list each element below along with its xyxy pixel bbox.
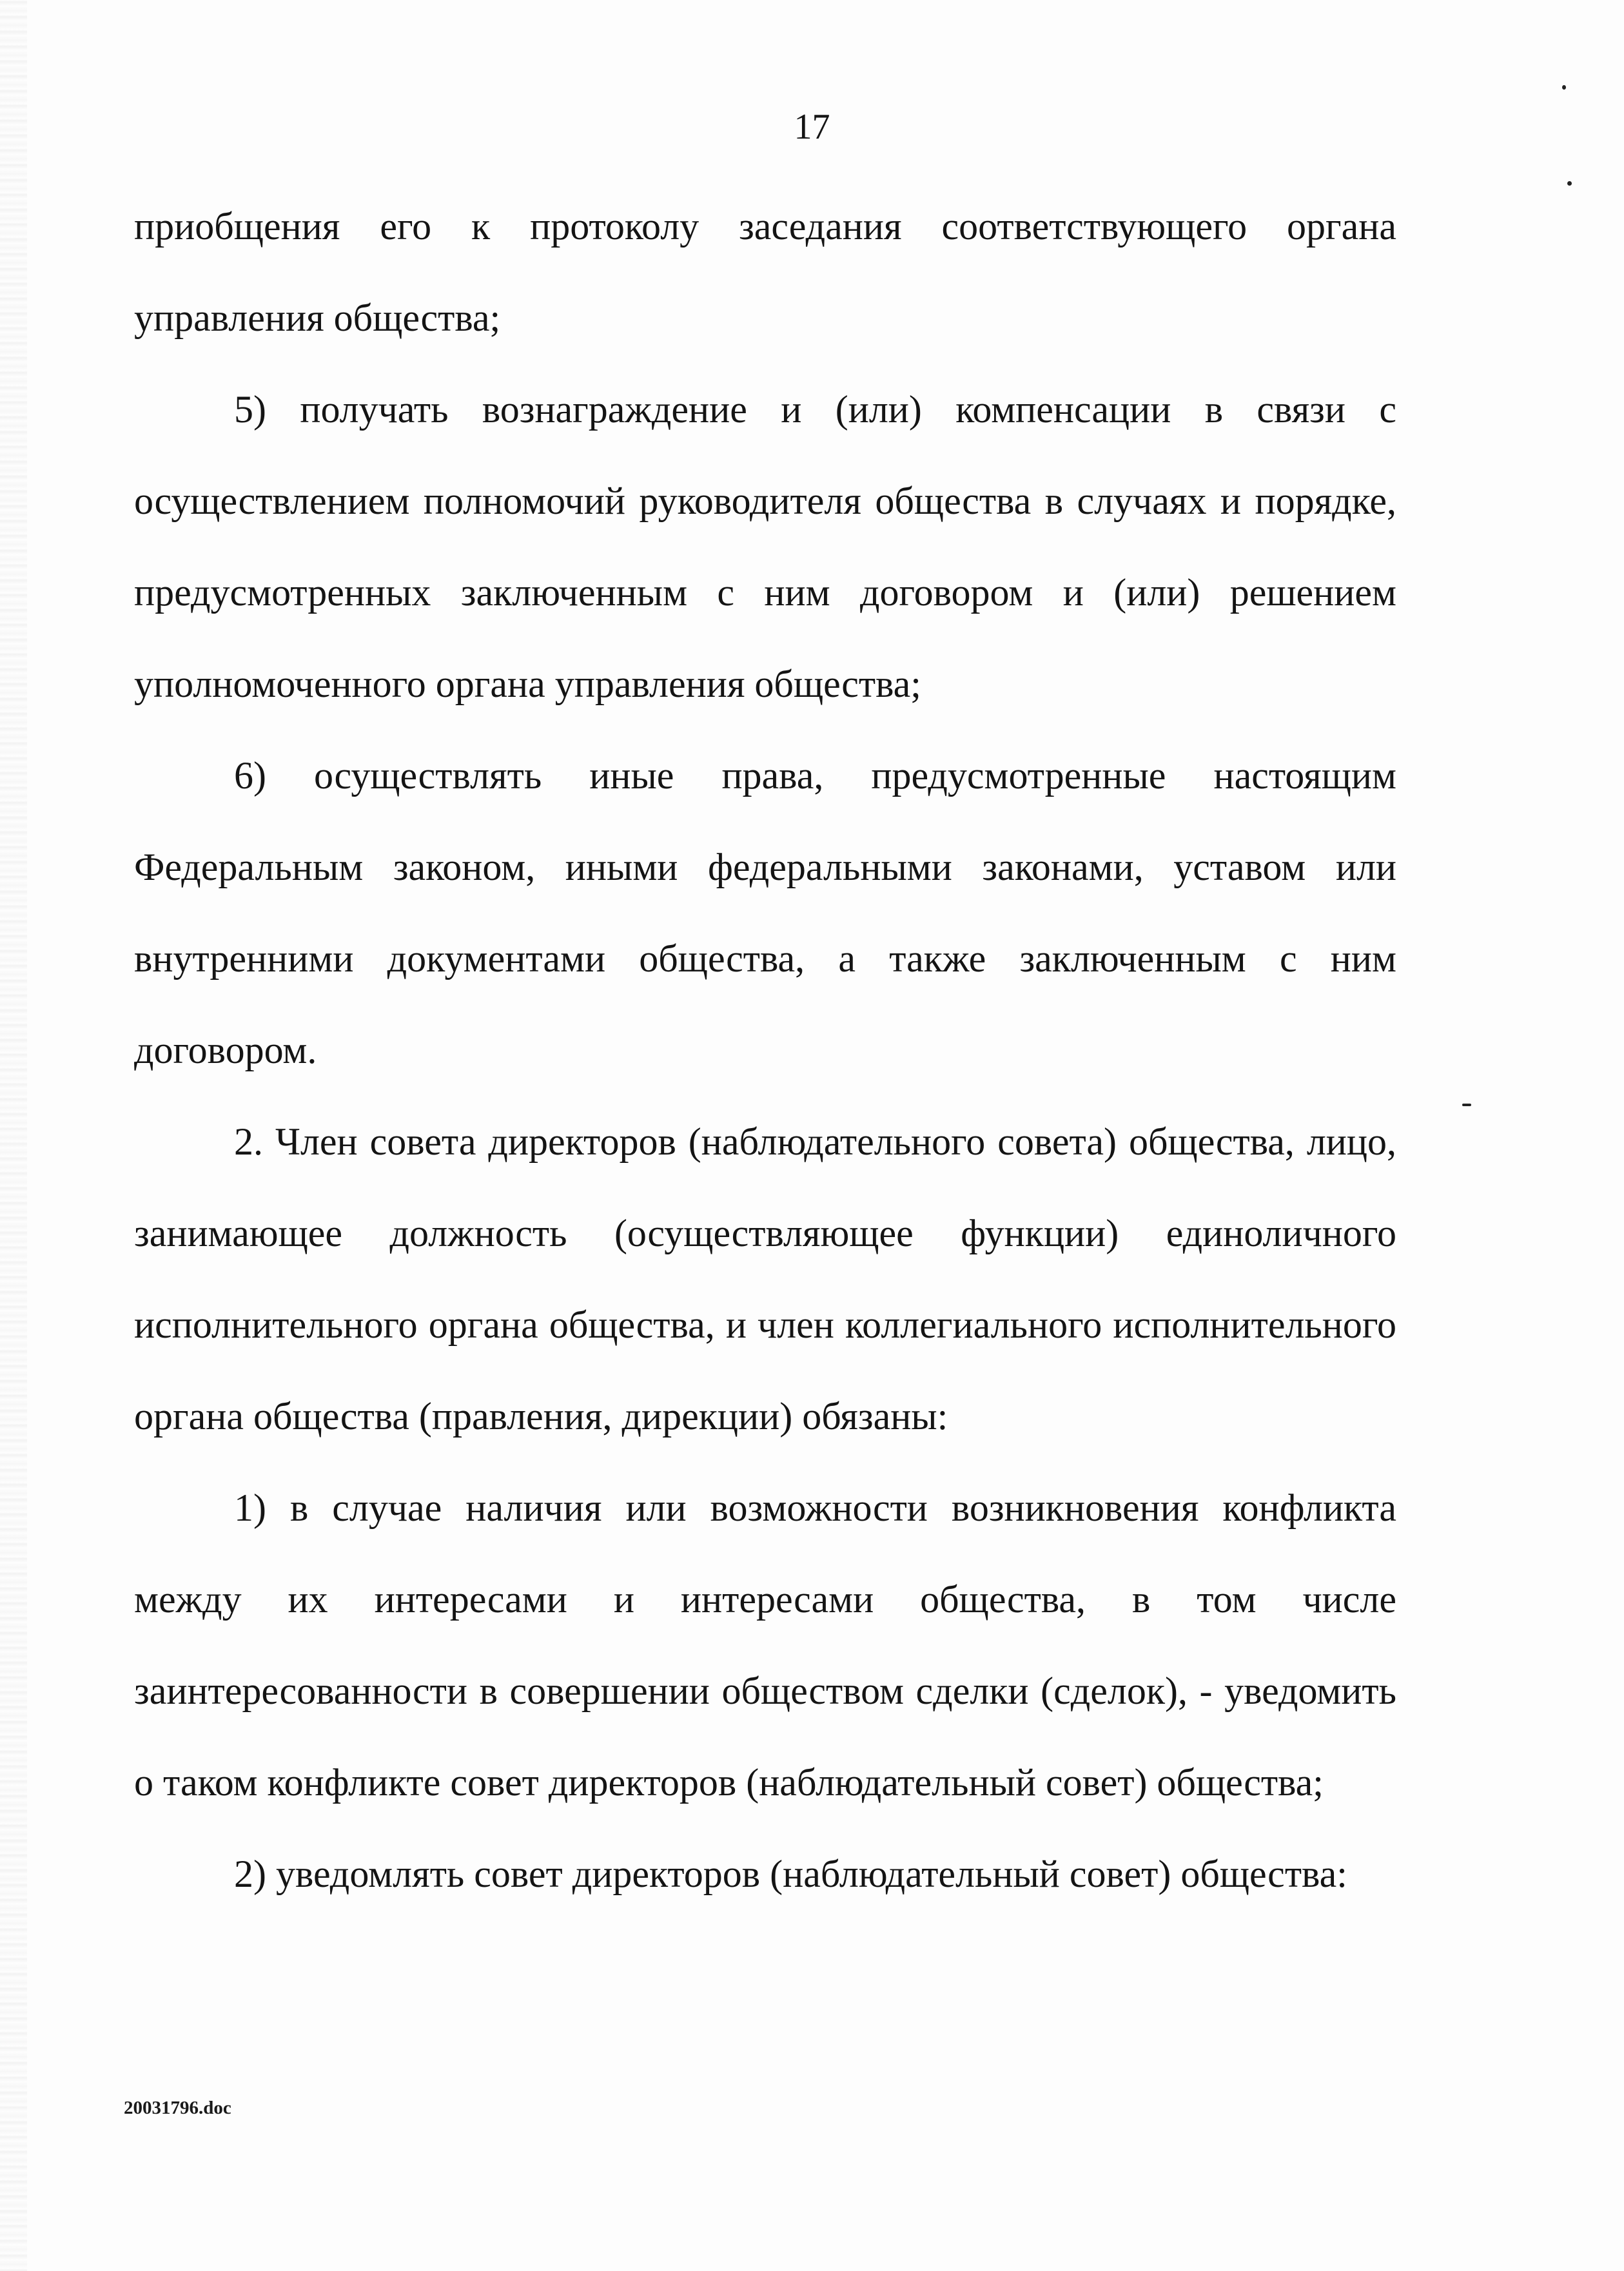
paragraph-continuation: приобщения его к протоколу заседания соответствующего органа управления общества; <box>134 205 1396 339</box>
scan-binding-edge <box>0 0 27 2271</box>
scan-speck <box>1562 85 1566 90</box>
paragraph-item-6-other-rights: 6) осуществлять иные права, предусмотренные настоящим Федеральным законом, иными федеральными законами, уставом или внутренними документами общества, а также заключенным с ним договором. <box>134 754 1396 1071</box>
paragraph-section-2-obligations: 2. Член совета директоров (наблюдательного совета) общества, лицо, занимающее должность (осуществляющее функции) единоличного исполнительного органа общества, и член коллегиального исполнительного органа общества (правления, дирекции) обязаны: <box>134 1120 1396 1438</box>
footer-filename: 20031796.doc <box>124 2098 231 2118</box>
page-number: 17 <box>794 107 830 147</box>
paragraph-obligation-1-conflict: 1) в случае наличия или возможности возникновения конфликта между их интересами и интересами общества, в том числе заинтересованности в совершении обществом сделки (сделок), - уведомить о таком конфликте совет директоров (наблюдательный совет) общества; <box>134 1486 1396 1804</box>
scan-speck <box>1462 1104 1471 1106</box>
paragraph-obligation-2-notify: 2) уведомлять совет директоров (наблюдательный совет) общества: <box>234 1853 1347 1895</box>
document-body <box>134 180 1396 1920</box>
scan-speck <box>1567 181 1572 186</box>
paragraph-item-5-remuneration: 5) получать вознаграждение и (или) компенсации в связи с осуществлением полномочий руководителя общества в случаях и порядке, предусмотренных заключенным с ним договором и (или) решением уполномоченного органа управления общества; <box>134 388 1396 705</box>
